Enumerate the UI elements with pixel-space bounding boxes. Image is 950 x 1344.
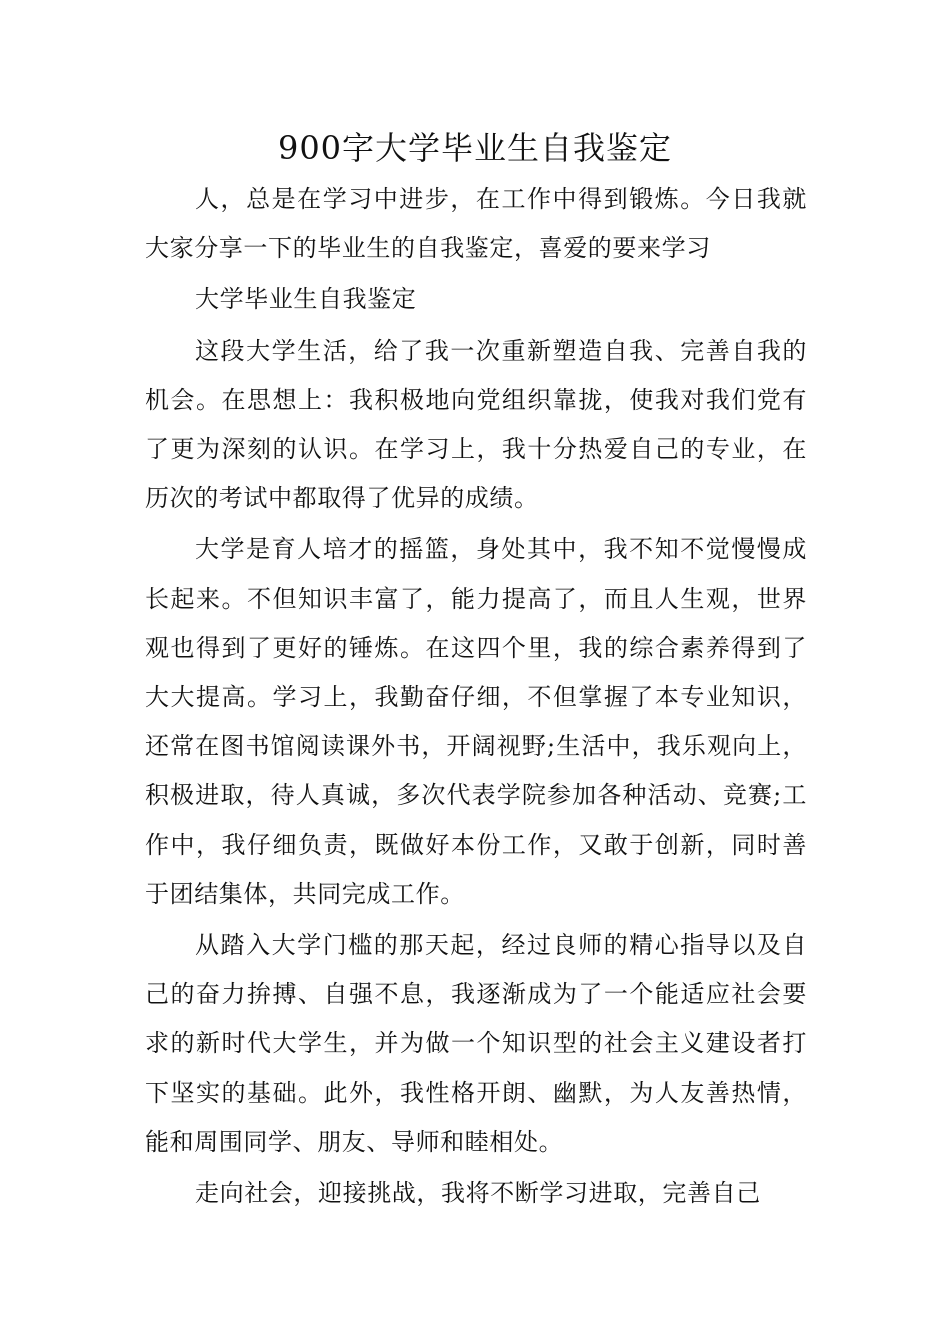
paragraph-growth: 大学是育人培才的摇篮，身处其中，我不知不觉慢慢成长起来。不但知识丰富了，能力提高了，而且人生观，世界观也得到了更好的锤炼。在这四个里，我的综合素养得到了大大提高。学习上，我勤奋仔细，不但掌握了本专业知识，还常在图书馆阅读课外书，开阔视野;生活中，我乐观向上，积极进取，待人真诚，多次代表学院参加各种活动、竞赛;工作中，我仔细负责，既做好本份工作，又敢于创新，同时善于团结集体，共同完成工作。 — [145, 535, 807, 908]
document-title: 900字大学毕业生自我鉴定 — [277, 129, 673, 167]
paragraph-university-life: 这段大学生活，给了我一次重新塑造自我、完善自我的机会。在思想上：我积极地向党组织靠拢，使我对我们党有了更为深刻的认识。在学习上，我十分热爱自己的专业，在历次的考试中都取得了优异的成绩。 — [145, 336, 807, 513]
paragraph-intro: 人，总是在学习中进步，在工作中得到锻炼。今日我就大家分享一下的毕业生的自我鉴定，喜爱的要来学习 — [145, 185, 807, 263]
paragraph-guidance: 从踏入大学门槛的那天起，经过良师的精心指导以及自己的奋力拚搏、自强不息，我逐渐成为了一个能适应社会要求的新时代大学生，并为做一个知识型的社会主义建设者打下坚实的基础。此外，我性格开朗、幽默，为人友善热情，能和周围同学、朋友、导师和睦相处。 — [145, 931, 807, 1156]
document-body — [145, 175, 807, 1218]
paragraph-future: 走向社会，迎接挑战，我将不断学习进取，完善自己 — [195, 1179, 761, 1208]
paragraph-subtitle: 大学毕业生自我鉴定 — [195, 285, 417, 314]
